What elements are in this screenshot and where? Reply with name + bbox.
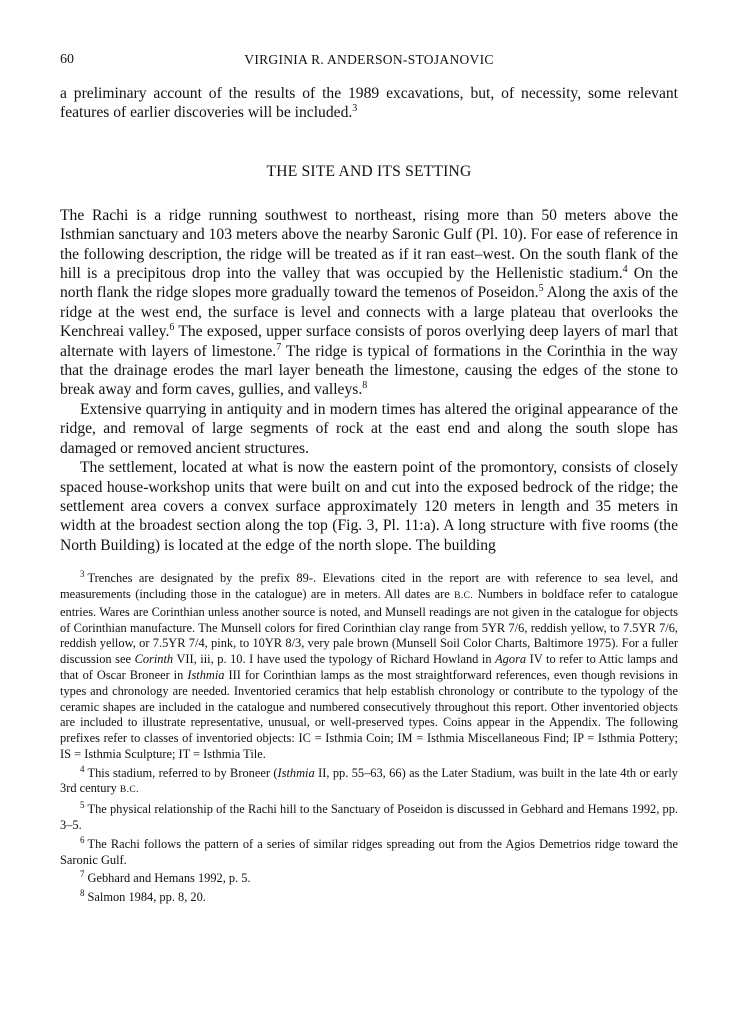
paragraph-1-text-c: Along the axis of the ridge at the west end, the surface is level and connects with a large plateau that overlooks the Kenchreai valley. [60, 284, 679, 341]
footnote-3-number: 3 [80, 569, 85, 579]
footnote-3-text-b: Numbers in boldface refer to catalogue entries. Wares are Corinthian unless another source is noted, and Munsell readings are not given in the catalogue for objects of Corinthian manufacture. The Munsell colors for fired Corinthian clay range from 5YR 7/6, reddish yellow, to 7.5YR 7/6, reddish yellow, or 7.5YR 7/4, pink, to 10YR 8/3, very pale brown (Munsell Soil Color Charts, Baltimore 1975). For a fuller discussion see [60, 586, 678, 667]
footnote-5 [60, 802, 678, 834]
footnote-3-agora: Agora [495, 652, 527, 667]
footnote-ref-3[interactable]: 3 [352, 103, 358, 115]
footnote-4-bc: B.C. [119, 785, 139, 796]
footnote-6-text: The Rachi follows the pattern of a series of similar ridges spreading out from the Agios Demetrios ridge toward the Saronic Gulf. [60, 836, 678, 867]
footnote-ref-5[interactable]: 5 [538, 283, 544, 295]
running-head [60, 52, 678, 74]
page [60, 52, 678, 909]
paragraph-3: The settlement, located at what is now the eastern point of the promontory, consists of closely spaced house-workshop units that were built on and cut into the exposed bedrock of the ridge; the settlement area covers a convex surface approximately 120 meters in length and 35 meters in width at the broadest section along the top (Fig. 3, Pl. 11:a). A long structure with five rooms (the North Building) is located at the edge of the north slope. The building [60, 459, 678, 554]
footnote-4-number: 4 [80, 763, 85, 774]
body-text [60, 84, 678, 555]
footnote-5-text: The physical relationship of the Rachi hill to the Sanctuary of Poseidon is discussed in Gebhard and Hemans 1992, pp. 3–5. [60, 802, 678, 833]
footnote-3-text-d: IV to refer to Attic lamps and that of Oscar Broneer in [60, 652, 679, 682]
running-title: VIRGINIA R. ANDERSON-STOJANOVIC [244, 52, 494, 67]
footnote-4-isthmia: Isthmia [277, 765, 315, 780]
footnote-7-text: Gebhard and Hemans 1992, p. 5. [87, 871, 251, 886]
footnote-3-isthmia: Isthmia [187, 667, 225, 682]
footnote-6-number: 6 [80, 834, 85, 845]
footnote-ref-7[interactable]: 7 [276, 341, 282, 353]
section-heading: THE SITE AND ITS SETTING [266, 162, 472, 180]
footnote-5-number: 5 [80, 800, 85, 811]
footnote-3-text-c: VII, iii, p. 10. I have used the typology of Richard Howland in [173, 652, 496, 667]
footnote-6 [60, 834, 678, 869]
footnote-4-text-a: This stadium, referred to by Broneer ( [87, 765, 278, 780]
footnote-3-corinth: Corinth [134, 652, 174, 667]
footnote-ref-4[interactable]: 4 [622, 263, 628, 275]
footnote-4-text-b: II, pp. 55–63, 66) as the Later Stadium, was built in the late 4th or early 3rd century [60, 765, 678, 796]
footnote-4 [60, 763, 678, 800]
page-number: 60 [60, 52, 74, 67]
footnote-8-text: Salmon 1984, pp. 8, 20. [87, 890, 206, 905]
footnote-8 [60, 890, 678, 906]
footnote-ref-6[interactable]: 6 [169, 322, 175, 334]
footnote-3-text-a: Trenches are designated by the prefix 89-. Elevations cited in the report are with reference to sea level, and measurements (including those in the catalogue) are in meters. All dates are [60, 571, 678, 601]
paragraph-1-text-d: The exposed, upper surface consists of poros overlying deep layers of marl that alternate with layers of limestone. [60, 323, 678, 360]
footnote-8-number: 8 [80, 888, 85, 899]
paragraph-1 [60, 206, 678, 400]
footnote-ref-8[interactable]: 8 [362, 380, 368, 392]
footnote-7 [60, 871, 678, 887]
footnote-7-number: 7 [80, 869, 85, 880]
paragraph-2: Extensive quarrying in antiquity and in modern times has altered the original appearance of the ridge, and removal of large segments of rock at the east end and along the south slope has damaged or removed ancient structures. [60, 400, 678, 457]
paragraph-1-text-b: On the north flank the ridge slopes more gradually toward the temenos of Poseidon. [60, 265, 678, 302]
paragraph-1-text-e: The ridge is typical of formations in the Corinthia in the way that the drainage erodes the marl layer beneath the limestone, causing the edges of the stone to break away and form caves, gullies, and valleys. [60, 342, 678, 399]
paragraph-1-text-a: The Rachi is a ridge running southwest to northeast, rising more than 50 meters above the Isthmian sanctuary and 103 meters above the nearby Saronic Gulf (Pl. 10). For ease of reference in the following description, the ridge will be treated as if it ran east–west. On the south flank of the hill is a precipitous drop into the valley that was occupied by the Hellenistic stadium. [60, 206, 678, 283]
footnote-3-text-e: III for Corinthian lamps as the most straightforward references, even though revisions in types and chronology are needed. Inventoried ceramics that help establish chronology or contribute to the typology of the ceramic shapes are included in the catalogue and numbered consecutively throughout this report. Other inventoried objects are included to illustrate representative, unusual, or well-preserved types. Coins appear in the Appendix. The following prefixes refer to classes of inventoried objects: IC = Isthmia Coin; IM = Isthmia Miscellaneous Find; IP = Isthmia Pottery; IS = Isthmia Sculpture; IT = Isthmia Tile. [60, 667, 678, 761]
intro-paragraph [60, 84, 678, 123]
intro-text: a preliminary account of the results of the 1989 excavations, but, of necessity, some relevant features of earlier discoveries will be included. [60, 85, 678, 122]
footnote-3 [60, 571, 678, 763]
footnotes [60, 571, 678, 906]
footnote-3-bc: B.C. [454, 590, 474, 601]
